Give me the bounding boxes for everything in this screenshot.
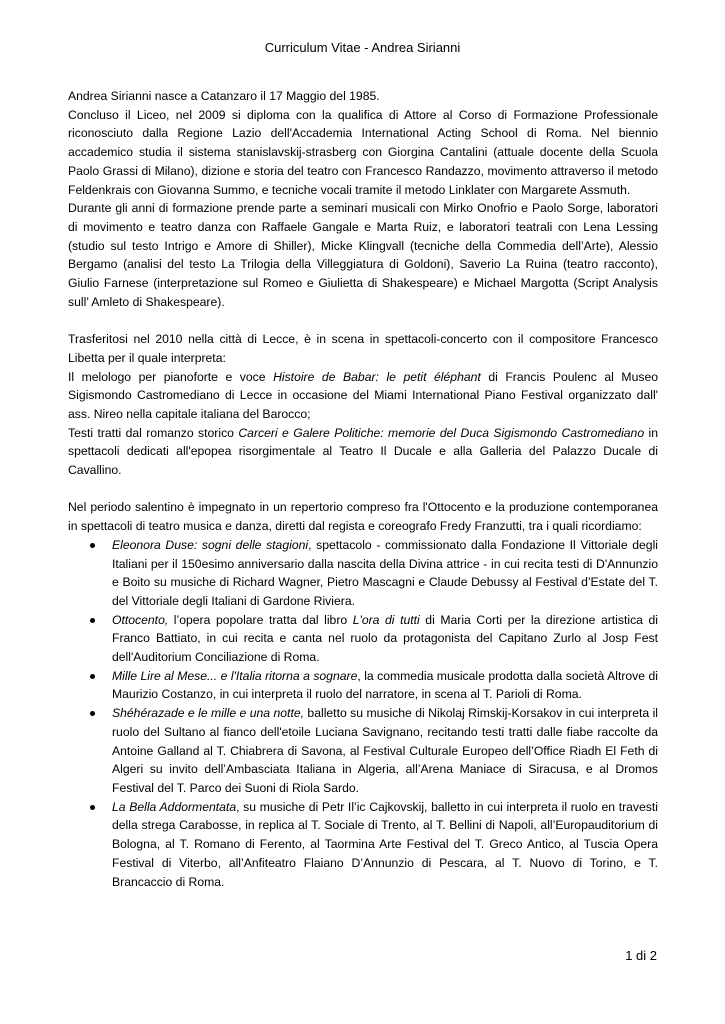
bullet-icon xyxy=(90,711,95,716)
page-number: 1 di 2 xyxy=(625,948,657,963)
bullet-icon xyxy=(90,674,95,679)
work-title: Mille Lire al Mese... e l'Italia ritorna a sognare xyxy=(112,668,358,683)
cv-body xyxy=(68,87,658,891)
bullet-icon xyxy=(90,805,95,810)
work-title: Ottocento, xyxy=(112,612,169,627)
birth-paragraph: Andrea Sirianni nasce a Catanzaro il 17 Maggio del 1985. xyxy=(68,89,380,103)
bullet-icon xyxy=(90,543,95,548)
works-list xyxy=(68,536,658,891)
lecce-paragraph: Trasferitosi nel 2010 nella città di Lecce, è in scena in spettacoli-concerto con il compositore Francesco Libetta per il quale interpreta: xyxy=(68,332,658,365)
work-title: L'ora di tutti xyxy=(352,612,420,627)
list-item: Eleonora Duse: sogni delle stagioni, spettacolo - commissionato dalla Fondazione Il Vittoriale degli Italiani per il 150esimo anniversario dalla nascita della Divina attrice - in cui recita testi di D'Annunzio e Boito su musiche di Richard Wagner, Pietro Mascagni e Claude Debussy al Festival d’Estate del T. del Vittoriale degli Italiani di Gardone Riviera. xyxy=(112,536,658,611)
work-title: Shéhérazade e le mille e una notte, xyxy=(112,706,304,721)
page-header: Curriculum Vitae - Andrea Sirianni xyxy=(264,40,461,55)
work-title: Histoire de Babar: le petit éléphant xyxy=(273,369,481,384)
bullet-icon xyxy=(90,618,95,623)
babar-paragraph: Il melologo per pianoforte e voce Histoire de Babar: le petit éléphant di Francis Poulenc al Museo Sigismondo Castromediano di Lecce in occasione del Miami International Piano Festival organizzato dall' ass. Nireo nella capitale italiana del Barocco; xyxy=(68,369,658,421)
carceri-paragraph: Testi tratti dal romanzo storico Carceri e Galere Politiche: memorie del Duca Sigismondo Castromediano in spettacoli dedicati all'epopea risorgimentale al Teatro Il Ducale e alla Galleria del Palazzo Ducale di Cavallino. xyxy=(68,425,658,478)
list-item: Mille Lire al Mese... e l'Italia ritorna a sognare, la commedia musicale prodotta dalla società Altrove di Maurizio Costanzo, in cui interpreta il ruolo del narratore, in scena al T. Parioli di Roma. xyxy=(112,667,658,704)
education-paragraph: Concluso il Liceo, nel 2009 si diploma con la qualifica di Attore al Corso di Formazione Professionale riconosciuto dalla Regione Lazio dell'Accademia International Acting School di Roma. Nel biennio accademico studia il sistema stanislavskij-strasberg con Giorgina Cantalini (attuale docente della Scuola Paolo Grassi di Milano), dizione e storia del teatro con Francesco Randazzo, movimento attraverso il metodo Feldenkrais con Giovanna Summo, e tecniche vocali tramite il metodo Linklater con Margarete Assmuth. xyxy=(68,107,658,197)
list-item: Ottocento, l’opera popolare tratta dal libro L'ora di tutti di Maria Corti per la direzione artistica di Franco Battiato, in cui recita e canta nel ruolo da protagonista del Capitano Zurlo al Josp Fest dell'Auditorium Conciliazione di Roma. xyxy=(112,611,658,667)
work-title: La Bella Addormentata xyxy=(112,799,237,814)
work-title: Eleonora Duse: sogni delle stagioni xyxy=(112,537,309,552)
work-title: Carceri e Galere Politiche: memorie del Duca Sigismondo Castromediano xyxy=(238,425,645,440)
list-item: Shéhérazade e le mille e una notte, balletto su musiche di Nikolaj Rimskij-Korsakov in cui interpreta il ruolo del Sultano al fianco dell'etoile Luciana Savignano, recitando testi tratti dalle fiabe raccolte da Antoine Galland al T. Chiabrera di Savona, al Festival Culturale Europeo dell’Office Riadh El Feth di Algeri su invito dell’Ambasciata Italiana in Algeria, all’Arena Maniace di Siracusa, e al Dromos Festival del T. Parco dei Suoni di Riola Sardo. xyxy=(112,704,658,798)
training-paragraph: Durante gli anni di formazione prende parte a seminari musicali con Mirko Onofrio e Paolo Sorge, laboratori di movimento e teatro danza con Raffaele Gangale e Marta Ruiz, e laboratori teatrali con Lena Lessing (studio sul testo Intrigo e Amore di Shiller), Micke Klingvall (tecniche della Commedia dell’Arte), Alessio Bergamo (analisi del testo La Trilogia della Villeggiatura di Goldoni), Saverio La Ruina (teatro racconto), Giulio Farnese (interpretazione sul Romeo e Giulietta di Shakespeare) e Michael Margotta (Script Analysis sull’ Amleto di Shakespeare). xyxy=(68,201,658,309)
salento-paragraph: Nel periodo salentino è impegnato in un repertorio compreso fra l'Ottocento e la produzione contemporanea in spettacoli di teatro musica e danza, diretti dal regista e coreografo Fredy Franzutti, tra i quali ricordiamo: xyxy=(68,500,658,534)
list-item: La Bella Addormentata, su musiche di Petr Il’ic Cajkovskij, balletto in cui interpreta il ruolo en travesti della strega Carabosse, in replica al T. Sociale di Trento, al T. Bellini di Napoli, all’Europauditorium di Bologna, al T. Romano di Ferento, al Taormina Arte Festival del T. Greco Antico, al Tuscia Opera Festival di Viterbo, all’Anfiteatro Flaiano D’Annunzio di Pescara, al T. Nuovo di Torino, e T. Brancaccio di Roma. xyxy=(112,798,658,892)
